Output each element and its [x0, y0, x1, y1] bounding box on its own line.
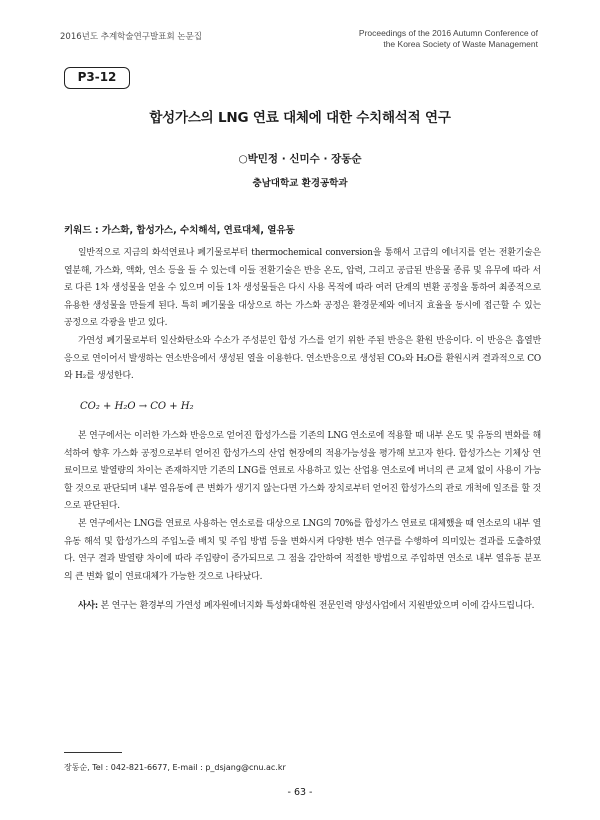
running-header-right	[359, 28, 538, 50]
body-section-1	[64, 245, 541, 386]
acknowledgement-text: 본 연구는 환경부의 가연성 폐자원에너지화 특성화대학원 전문인력 양성사업에서 지원받았으며 이에 감사드립니다.	[97, 601, 535, 612]
body-paragraph-1: 일반적으로 지금의 화석연료나 폐기물로부터 thermochemical conversion을 통해서 고급의 에너지를 얻는 전환기술은 열분해, 가스화, 액화, 연소 등을 들 수 있는데 이들 전환기술은 반응 온도, 압력, 그리고 공급된 반응물 종류 및 유무에 따라 서로 다른 1차 생성물을 얻을 수 있으며 이들 1차 생성물들은 다시 사용 목적에 따라 여러 단계의 변환 공정을 통하여 최종적으로 유용한 생성물을 만들게 된다. 특히 폐기물을 대상으로 하는 가스화 공정은 환경문제와 에너지 효율을 동시에 접근할 수 있는 공정으로 각광을 받고 있다.	[64, 248, 541, 329]
page-number: - 63 -	[287, 787, 313, 798]
running-header-right-line2: the Korea Society of Waste Management	[383, 39, 538, 49]
affiliation: 충남대학교 환경공학과	[252, 178, 348, 189]
body-paragraph-2: 가연성 폐기물로부터 일산화탄소와 수소가 주성분인 합성 가스를 얻기 위한 주된 반응은 환원 반응이다. 이 반응은 흡열반응으로 연이어서 발생하는 연소반응에서 생성된 열을 이용한다. 연소반응으로 생성된 CO₂와 H₂O를 환원시켜 결과적으로 CO와 H₂를 생성한다.	[64, 335, 541, 382]
reaction-equation: CO₂ + H₂O → CO + H₂	[80, 401, 194, 412]
body-paragraph-4: 본 연구에서는 LNG를 연료로 사용하는 연소로를 대상으로 LNG의 70%를 합성가스 연료로 대체했을 때 연소로의 내부 열유동 해석 및 합성가스의 주입노즐 배치 및 주입 방법 등을 변화시켜 다양한 변수 연구를 수행하여 의미있는 결과를 도출하였다. 연구 결과 발열량 차이에 따라 주입량이 증가되므로 그 점을 감안하여 적절한 방법으로 주입하면 연소로 내부 열유동 분포의 큰 변화 없이 연료대체가 가능한 것으로 나타났다.	[64, 518, 541, 582]
paper-title: 합성가스의 LNG 연료 대체에 대한 수치해석적 연구	[149, 110, 451, 126]
running-header-left: 2016년도 추계학술연구발표회 논문집	[60, 32, 202, 42]
footnote-divider	[64, 752, 122, 753]
keywords-line: 키워드 : 가스화, 합성가스, 수치해석, 연료대체, 열유동	[64, 225, 295, 236]
corresponding-author-footnote: 장동순, Tel : 042-821-6677, E-mail : p_dsjang@cnu.ac.kr	[64, 763, 286, 772]
body-paragraph-3: 본 연구에서는 이러한 가스화 반응으로 얻어진 합성가스를 기존의 LNG 연소로에 적용할 때 내부 온도 및 유동의 변화를 해석하여 향후 가스화 공정으로부터 얻어진 합성가스의 산업 현장에의 적용가능성을 평가해 보고자 한다. 합성가스는 기체상 연료이므로 발열량의 차이는 존재하지만 기존의 LNG를 연료로 사용하고 있는 산업용 연소로에 버너의 큰 교체 없이 사용이 가능할 것으로 판단되며 내부 열유동에 큰 변화가 생기지 않는다면 가스화 장치로부터 얻어진 합성가스의 관로 개척에 일조를 할 것으로 판단된다.	[64, 431, 541, 512]
paper-code-badge: P3-12	[64, 67, 130, 89]
running-header-right-line1: Proceedings of the 2016 Autumn Conference of	[358, 28, 538, 38]
author-list: ○박민정 · 신미수 · 장동순	[238, 153, 362, 165]
body-section-2	[64, 428, 541, 616]
acknowledgement	[64, 598, 541, 616]
acknowledgement-label: 사사:	[78, 601, 98, 612]
